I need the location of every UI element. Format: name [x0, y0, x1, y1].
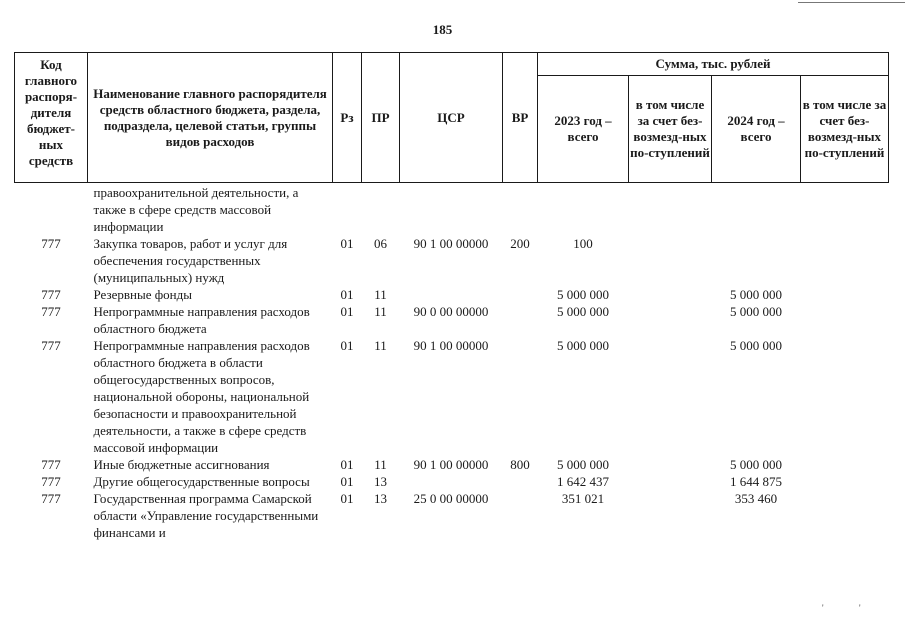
- table-body: [15, 183, 889, 542]
- row-rz: 01: [340, 457, 354, 472]
- row-2024-total: 5 000 000: [730, 287, 782, 302]
- row-2023-free: [629, 490, 712, 541]
- row-2023-free: [629, 456, 712, 473]
- row-pr: 11: [374, 287, 387, 302]
- row-csr: [400, 286, 503, 303]
- row-2024-free: [801, 473, 889, 490]
- row-name: Государственная программа Самарской области «Управление государственными финансами и: [93, 491, 319, 540]
- row-2023-total: 100: [573, 236, 593, 251]
- table-row: [15, 183, 889, 236]
- row-2023-free: [629, 235, 712, 286]
- row-pr: 11: [374, 304, 387, 319]
- table-row: [15, 235, 889, 286]
- row-2023-free: [629, 337, 712, 456]
- row-csr: 90 1 00 00000: [413, 457, 489, 472]
- row-2024-free: [801, 490, 889, 541]
- row-pr: [362, 183, 400, 236]
- row-csr: 90 1 00 00000: [413, 236, 489, 251]
- row-2023-total: 5 000 000: [557, 304, 609, 319]
- table-row: [15, 490, 889, 541]
- row-2024-total: 5 000 000: [730, 457, 782, 472]
- row-pr: 11: [374, 457, 387, 472]
- row-vr: [503, 337, 538, 456]
- row-2023-free: [629, 303, 712, 337]
- row-2024-free: [801, 456, 889, 473]
- row-pr: 13: [374, 474, 387, 489]
- row-csr: 90 1 00 00000: [413, 338, 489, 353]
- row-name: Закупка товаров, работ и услуг для обеспечения государственных (муниципальных) нужд: [93, 236, 288, 285]
- row-code: 777: [41, 457, 61, 472]
- header-2023-free: в том числе за счет без-возмезд-ных по-ступлений: [629, 76, 712, 183]
- page-number: 185: [432, 22, 453, 37]
- row-code: 777: [41, 338, 61, 353]
- row-2023-total: [538, 183, 629, 236]
- scan-speck: ': [822, 603, 824, 613]
- row-vr: 200: [510, 236, 530, 251]
- row-csr: 25 0 00 00000: [413, 491, 489, 506]
- row-vr: [503, 183, 538, 236]
- scan-speck: ': [859, 603, 861, 613]
- row-name: Непрограммные направления расходов областного бюджета: [93, 304, 310, 336]
- row-csr: [400, 473, 503, 490]
- row-csr: [400, 183, 503, 236]
- row-rz: 01: [340, 474, 354, 489]
- header-sum: Сумма, тыс. рублей: [538, 53, 889, 76]
- row-2024-total: 5 000 000: [730, 338, 782, 353]
- row-2024-total: [712, 235, 801, 286]
- row-2023-free: [629, 473, 712, 490]
- row-name: правоохранительной деятельности, а также в сфере средств массовой информации: [93, 185, 299, 234]
- row-rz: 01: [340, 287, 354, 302]
- scan-edge-line: [798, 2, 905, 3]
- row-2024-total: [712, 183, 801, 236]
- row-rz: [333, 183, 362, 236]
- row-2023-total: 1 642 437: [557, 474, 609, 489]
- row-pr: 06: [374, 236, 387, 251]
- row-code: 777: [41, 287, 61, 302]
- row-code: 777: [41, 474, 61, 489]
- row-vr: 800: [510, 457, 530, 472]
- row-code: 777: [41, 304, 61, 319]
- row-name: Непрограммные направления расходов областного бюджета в области общегосударственных вопросов, национальной обороны, национальной безопасности и правоохранительной деятельности, а также в сфере средств массовой информации: [93, 338, 310, 455]
- row-2024-free: [801, 303, 889, 337]
- row-code: 777: [41, 491, 61, 506]
- row-code: 777: [41, 236, 61, 251]
- row-2024-free: [801, 183, 889, 236]
- row-rz: 01: [340, 236, 354, 251]
- row-name: Иные бюджетные ассигнования: [93, 457, 270, 472]
- header-code: Код главного распоря-дителя бюджет-ных средств: [15, 53, 88, 183]
- row-2024-total: 5 000 000: [730, 304, 782, 319]
- row-vr: [503, 473, 538, 490]
- row-name: Резервные фонды: [93, 287, 192, 302]
- header-rz: Рз: [333, 53, 362, 183]
- row-pr: 13: [374, 491, 387, 506]
- header-pr: ПР: [362, 53, 400, 183]
- row-2024-free: [801, 337, 889, 456]
- table-row: [15, 473, 889, 490]
- header-vr: ВР: [503, 53, 538, 183]
- table-row: [15, 337, 889, 456]
- row-vr: [503, 303, 538, 337]
- row-2024-total: 353 460: [734, 491, 778, 506]
- row-2024-total: 1 644 875: [730, 474, 782, 489]
- row-2023-total: 351 021: [561, 491, 605, 506]
- row-rz: 01: [340, 338, 354, 353]
- row-rz: 01: [340, 304, 354, 319]
- header-2023-total: 2023 год – всего: [538, 76, 629, 183]
- row-csr: 90 0 00 00000: [413, 304, 489, 319]
- row-rz: 01: [340, 491, 354, 506]
- row-pr: 11: [374, 338, 387, 353]
- row-2023-total: 5 000 000: [557, 287, 609, 302]
- header-name: Наименование главного распорядителя средств областного бюджета, раздела, подраздела, целевой статьи, группы видов расходов: [88, 53, 333, 183]
- row-2023-free: [629, 183, 712, 236]
- row-code: [15, 183, 88, 236]
- header-csr: ЦСР: [400, 53, 503, 183]
- table-row: [15, 303, 889, 337]
- table-header: [15, 53, 889, 183]
- header-2024-total: 2024 год – всего: [712, 76, 801, 183]
- row-2023-total: 5 000 000: [557, 338, 609, 353]
- row-2024-free: [801, 235, 889, 286]
- header-2024-free: в том числе за счет без-возмезд-ных по-ступлений: [801, 76, 889, 183]
- row-2023-total: 5 000 000: [557, 457, 609, 472]
- row-2023-free: [629, 286, 712, 303]
- table-row: [15, 286, 889, 303]
- row-2024-free: [801, 286, 889, 303]
- row-vr: [503, 490, 538, 541]
- budget-table: [14, 52, 889, 541]
- row-vr: [503, 286, 538, 303]
- row-name: Другие общегосударственные вопросы: [93, 474, 310, 489]
- table-row: [15, 456, 889, 473]
